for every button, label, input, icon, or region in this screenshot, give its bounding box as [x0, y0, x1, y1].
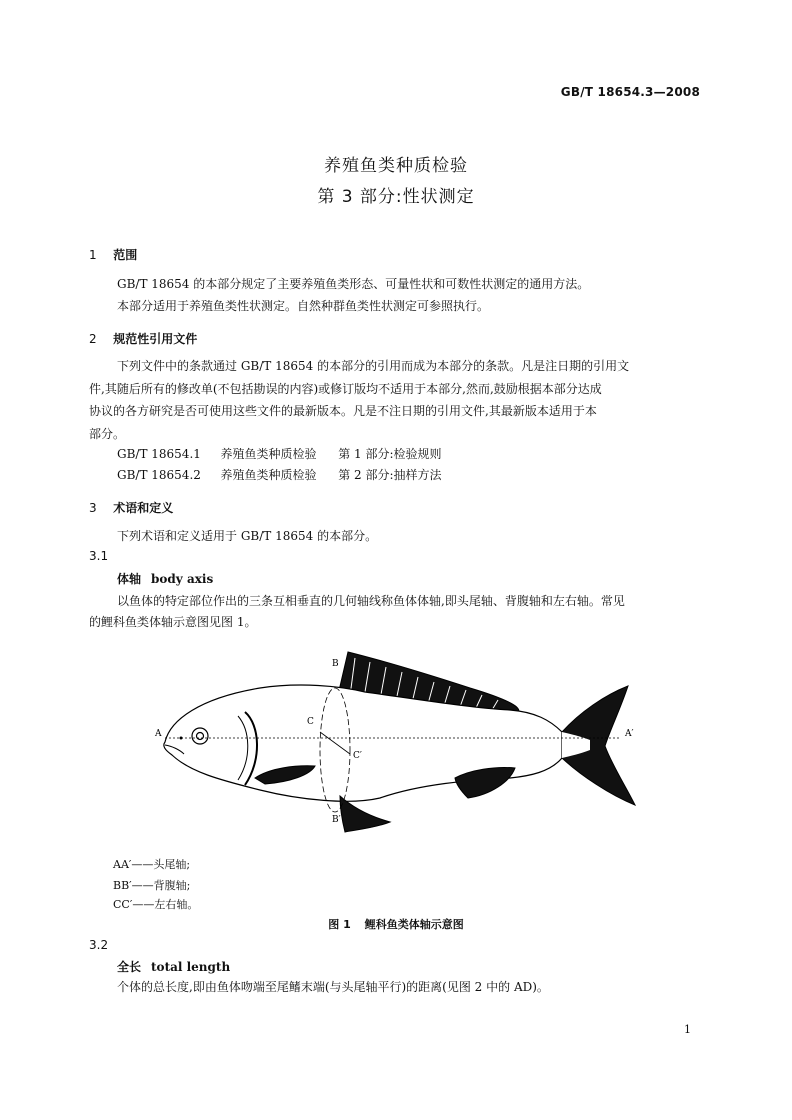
section-2-para-line-3: 协议的各方研究是否可使用这些文件的最新版本。凡是不注日期的引用文件,其最新版本适用于本 [89, 404, 597, 418]
legend-item-cc: CC′——左右轴。 [113, 898, 199, 911]
section-1-para-2: 本部分适用于养殖鱼类性状测定。自然种群鱼类性状测定可参照执行。 [117, 299, 490, 313]
label-b-prime: B′ [332, 815, 341, 825]
section-2-para-line-2: 件,其随后所有的修改单(不包括勘误的内容)或修订版均不适用于本部分,然而,鼓励根据本部分达成 [89, 382, 602, 396]
section-1-heading [89, 246, 137, 263]
label-a-prime: A′ [625, 729, 634, 739]
label-b: B [332, 659, 339, 669]
doc-title: 养殖鱼类种质检验 [324, 156, 468, 176]
reference-item [117, 466, 442, 483]
term-cn: 体轴 [117, 572, 142, 586]
figure-1-fish-diagram [150, 650, 650, 844]
section-title: 范围 [113, 248, 138, 262]
standard-code: GB/T 18654.3—2008 [560, 85, 700, 99]
section-number: 1 [89, 248, 97, 262]
clause-3-2-def: 个体的总长度,即由鱼体吻端至尾鳍末端(与头尾轴平行)的距离(见图 2 中的 AD)。 [117, 980, 549, 994]
term-total-length [117, 958, 230, 975]
section-3-intro: 下列术语和定义适用于 GB/T 18654 的本部分。 [117, 529, 378, 543]
legend-code: AA′ [113, 858, 132, 871]
eye-inner [197, 733, 204, 740]
caption-number: 图 1 [328, 918, 351, 931]
legend-desc: 头尾轴; [153, 858, 191, 871]
legend-code: CC′ [113, 898, 133, 911]
section-title: 规范性引用文件 [113, 332, 198, 346]
doc-subtitle: 第 3 部分:性状测定 [317, 187, 475, 207]
reference-part: 第 1 部分:检验规则 [338, 447, 442, 461]
caption-text: 鲤科鱼类体轴示意图 [364, 918, 464, 931]
label-a: A [155, 729, 162, 739]
reference-code: GB/T 18654.1 [117, 447, 201, 461]
clause-3-2-number: 3.2 [89, 938, 109, 952]
page-number: 1 [684, 1023, 691, 1036]
section-title: 术语和定义 [113, 501, 174, 515]
figure-1-caption [0, 916, 792, 932]
section-number: 3 [89, 501, 97, 515]
label-c: C [307, 717, 314, 727]
term-cn: 全长 [117, 960, 142, 974]
section-1-para-1: GB/T 18654 的本部分规定了主要养殖鱼类形态、可量性状和可数性状测定的通用方法。 [117, 277, 590, 291]
reference-item [117, 445, 442, 462]
fish-diagram [150, 650, 650, 840]
reference-part: 第 2 部分:抽样方法 [338, 468, 442, 482]
clause-3-1-def-line-1: 以鱼体的特定部位作出的三条互相垂直的几何轴线称鱼体体轴,即头尾轴、背腹轴和左右轴。常见 [117, 594, 625, 608]
section-number: 2 [89, 332, 97, 346]
section-2-para-line-4: 部分。 [89, 427, 126, 441]
reference-title: 养殖鱼类种质检验 [220, 447, 317, 461]
reference-code: GB/T 18654.2 [117, 468, 201, 482]
section-2-heading [89, 330, 197, 347]
legend-item-bb: BB′——背腹轴; [113, 879, 191, 892]
section-2-para-line-1: 下列文件中的条款通过 GB/T 18654 的本部分的引用而成为本部分的条款。凡是注日期的引用文 [117, 359, 630, 373]
term-body-axis [117, 570, 213, 587]
section-3-heading [89, 499, 173, 516]
term-en: body axis [151, 572, 214, 586]
reference-title: 养殖鱼类种质检验 [220, 468, 317, 482]
label-c-prime: C′ [353, 751, 362, 761]
term-en: total length [151, 960, 231, 974]
legend-desc: 左右轴。 [154, 898, 199, 911]
legend-code: BB′ [113, 879, 132, 892]
legend-desc: 背腹轴; [153, 879, 191, 892]
clause-3-1-number: 3.1 [89, 549, 109, 563]
legend-item-aa: AA′——头尾轴; [113, 858, 191, 871]
clause-3-1-def-line-2: 的鲤科鱼类体轴示意图见图 1。 [89, 615, 257, 629]
